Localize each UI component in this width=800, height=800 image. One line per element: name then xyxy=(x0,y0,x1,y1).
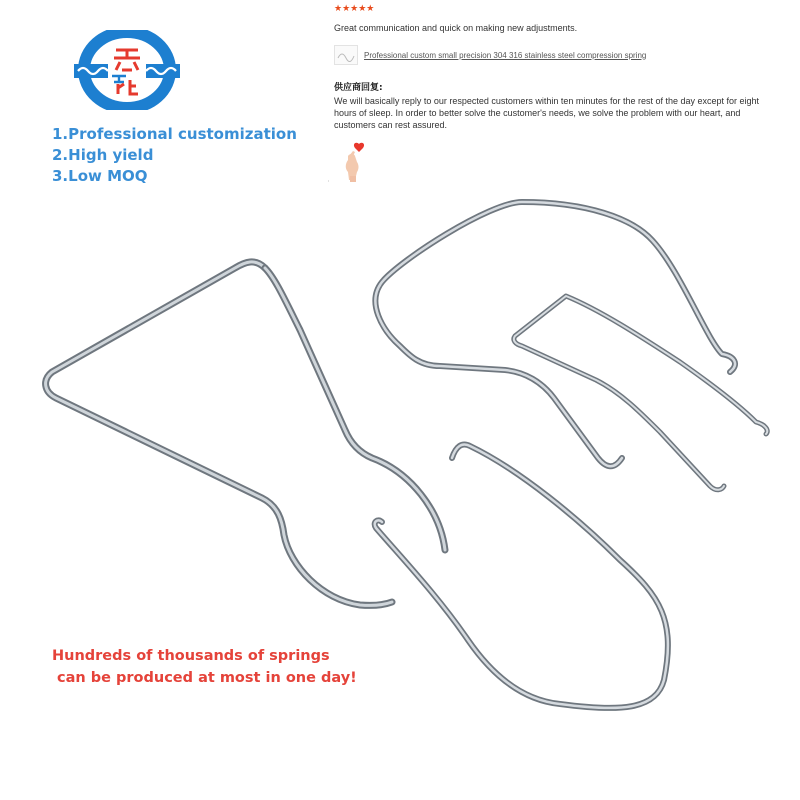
product-thumbnail[interactable] xyxy=(334,45,358,65)
supplier-reply-text: We will basically reply to our respected customers within ten minutes for the rest of the day except for eight hours of sleep. In order to better solve the customer's needs, we solve the problem with our heart, and customers can rest assured. xyxy=(334,96,760,130)
finger-heart-icon xyxy=(340,140,368,182)
triangle-clip-side xyxy=(265,268,445,550)
tagline-line-1: Hundreds of thousands of springs xyxy=(52,648,330,664)
company-logo-icon xyxy=(72,30,182,110)
product-link[interactable]: Professional custom small precision 304 316 stainless steel compression spring xyxy=(364,50,647,60)
hook-clip-1 xyxy=(375,202,735,466)
production-tagline xyxy=(52,645,357,689)
review-text: Great communication and quick on making new adjustments. xyxy=(334,23,578,33)
feature-item: 1.Professional customization xyxy=(52,125,297,143)
feature-item: 3.Low MOQ xyxy=(52,167,148,185)
triangle-clip xyxy=(46,262,392,605)
features-list xyxy=(52,124,297,187)
customer-review xyxy=(328,0,800,180)
supplier-reply-title: 供应商回复: xyxy=(334,83,383,93)
feature-item: 2.High yield xyxy=(52,146,154,164)
rating-stars: ★★★★★ xyxy=(334,3,375,13)
company-logo xyxy=(72,30,182,110)
tagline-line-2: can be produced at most in one day! xyxy=(57,670,357,686)
reviewed-product[interactable] xyxy=(334,45,646,65)
